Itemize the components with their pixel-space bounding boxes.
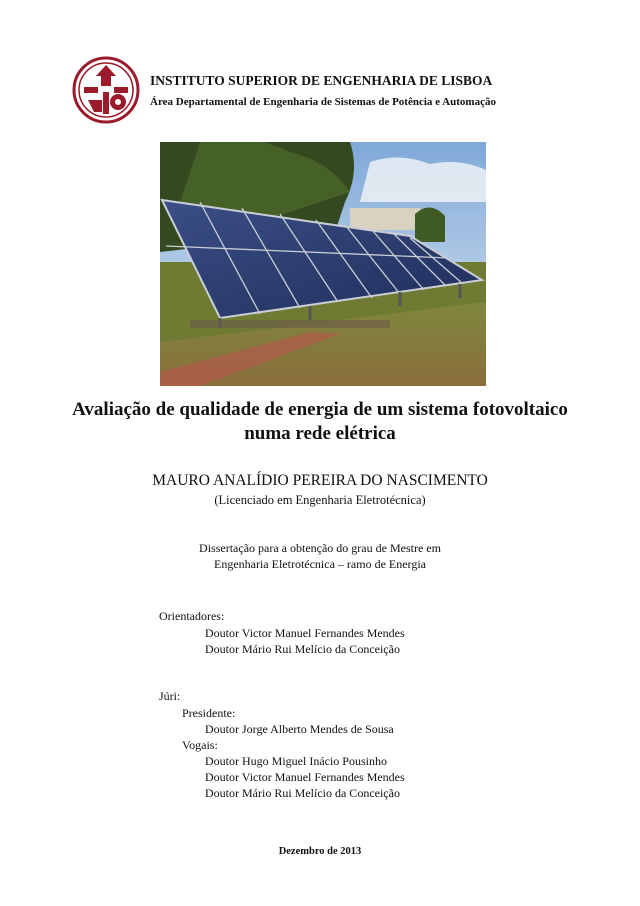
advisor-name: Doutor Victor Manuel Fernandes Mendes: [205, 626, 405, 640]
advisors-label: Orientadores:: [159, 609, 225, 623]
jury-member-name: Doutor Hugo Miguel Inácio Pousinho: [205, 754, 387, 768]
jury-member-name: Doutor Mário Rui Melício da Conceição: [205, 786, 400, 800]
jury-member-name: Doutor Victor Manuel Fernandes Mendes: [205, 770, 405, 784]
jury-members-label: Vogais:: [182, 738, 218, 752]
title-line-2: numa rede elétrica: [244, 423, 396, 444]
jury-president-name: Doutor Jorge Alberto Mendes de Sousa: [205, 722, 394, 736]
advisor-name: Doutor Mário Rui Melício da Conceição: [205, 642, 400, 656]
submission-date: Dezembro de 2013: [278, 846, 362, 857]
jury-president-label: Presidente:: [182, 706, 236, 720]
dissertation-line-2: Engenharia Eletrotécnica – ramo de Energia: [213, 557, 426, 571]
title-line-1: Avaliação de qualidade de energia de um sistema fotovoltaico: [72, 399, 568, 420]
author-name: MAURO ANALÍDIO PEREIRA DO NASCIMENTO: [152, 472, 488, 489]
institution-name: INSTITUTO SUPERIOR DE ENGENHARIA DE LISBOA: [150, 73, 493, 88]
dissertation-line-1: Dissertação para a obtenção do grau de Mestre em: [199, 541, 441, 555]
solar-panel-photo: [160, 142, 486, 386]
isel-logo-icon: [72, 56, 140, 124]
thesis-title: [0, 398, 640, 446]
department-name: Área Departamental de Engenharia de Sistemas de Potência e Automação: [150, 96, 496, 108]
author-degree: (Licenciado em Engenharia Eletrotécnica): [214, 493, 426, 507]
dissertation-statement: [0, 540, 640, 572]
jury-label: Júri:: [159, 689, 181, 703]
